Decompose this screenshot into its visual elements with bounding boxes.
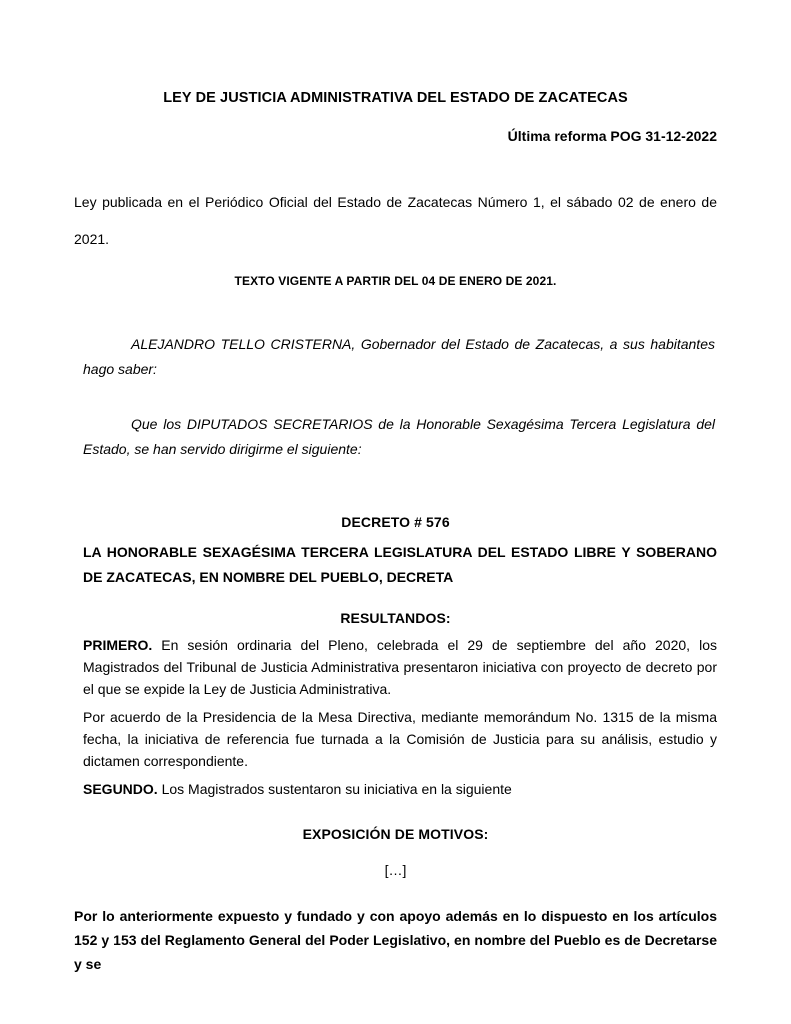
- last-reform-note: Última reforma POG 31-12-2022: [507, 128, 717, 144]
- segundo-label: SEGUNDO.: [83, 781, 158, 797]
- decree-number-heading: DECRETO # 576: [341, 514, 450, 530]
- decree-statement: LA HONORABLE SEXAGÉSIMA TERCERA LEGISLATURA DEL ESTADO LIBRE Y SOBERANO DE ZACATECAS, EN NOMBRE DEL PUEBLO, DECRETA: [83, 544, 717, 585]
- exposicion-heading: EXPOSICIÓN DE MOTIVOS:: [302, 826, 489, 842]
- publication-paragraph: Ley publicada en el Periódico Oficial del Estado de Zacatecas Número 1, el sábado 02 de enero de 2021.: [74, 194, 717, 247]
- secretaries-paragraph: Que los DIPUTADOS SECRETARIOS de la Honorable Sexagésima Tercera Legislatura del Estado, se han servido dirigirme el siguiente:: [83, 416, 715, 457]
- acuerdo-paragraph: Por acuerdo de la Presidencia de la Mesa Directiva, mediante memorándum No. 1315 de la misma fecha, la iniciativa de referencia fue turnada a la Comisión de Justicia para su análisis, estudio y dictamen correspondiente.: [83, 709, 717, 769]
- primero-label: PRIMERO.: [83, 637, 153, 653]
- governor-paragraph: ALEJANDRO TELLO CRISTERNA, Gobernador del Estado de Zacatecas, a sus habitantes hago saber:: [83, 336, 715, 377]
- resultandos-heading: RESULTANDOS:: [340, 610, 451, 626]
- omitted-content-placeholder: […]: [384, 862, 407, 878]
- closing-paragraph: Por lo anteriormente expuesto y fundado y con apoyo además en lo dispuesto en los artículos 152 y 153 del Reglamento General del Poder Legislativo, en nombre del Pueblo es de Decretarse y se: [74, 908, 717, 972]
- vigente-heading: TEXTO VIGENTE A PARTIR DEL 04 DE ENERO DE 2021.: [234, 274, 557, 288]
- segundo-text: Los Magistrados sustentaron su iniciativa en la siguiente: [157, 781, 512, 797]
- primero-text: En sesión ordinaria del Pleno, celebrada el 29 de septiembre del año 2020, los Magistrados del Tribunal de Justicia Administrativa presentaron iniciativa con proyecto de decreto por el que se expide la Ley de Justicia Administrativa.: [83, 637, 717, 697]
- primero-paragraph: [83, 634, 717, 700]
- segundo-paragraph: [83, 778, 717, 800]
- page-title: LEY DE JUSTICIA ADMINISTRATIVA DEL ESTADO DE ZACATECAS: [163, 90, 628, 106]
